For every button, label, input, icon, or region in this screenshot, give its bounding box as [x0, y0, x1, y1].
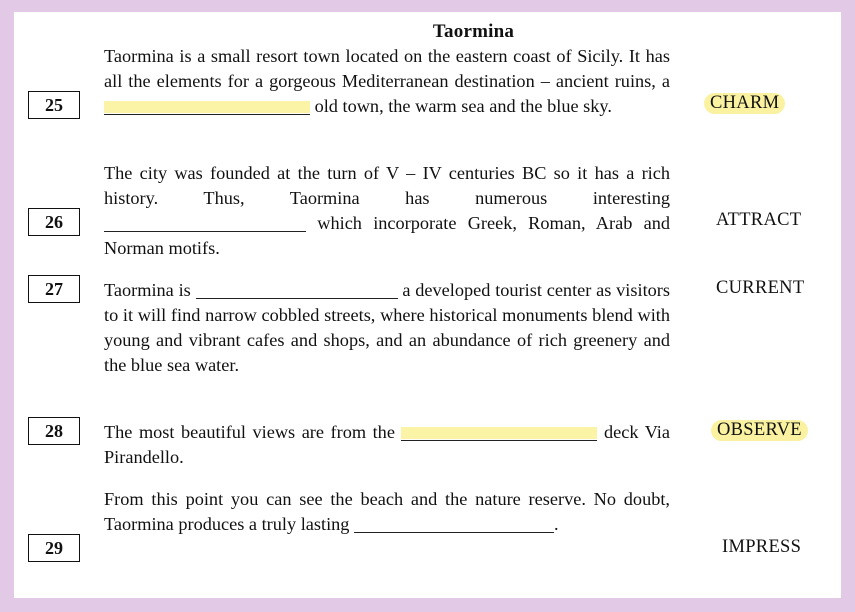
page-title: Taormina: [432, 21, 515, 42]
paragraph-26: [104, 161, 670, 261]
paragraph-29-text-start: From this point you can see the beach and the nature reserve. No doubt, Taormina produces a truly lasting: [104, 489, 670, 534]
keyword-27: CURRENT: [716, 278, 805, 298]
paragraph-27-text-end: a developed tourist center as visitors to it will find narrow cobbled streets, where historical monuments blend with young and vibrant cafes and shops, and an abundance of rich greenery and the blue sea water.: [104, 280, 670, 375]
paragraph-25-text-start: Taormina is a small resort town located on the eastern coast of Sicily. It has all the elements for a gorgeous Mediterranean destination – ancient ruins, a: [104, 46, 670, 91]
paragraph-28-text-end: deck Via Pirandello.: [104, 422, 670, 467]
item-number-27: 27: [28, 275, 80, 303]
exercise-sheet: [14, 12, 841, 598]
answer-blank-28[interactable]: [401, 424, 597, 441]
item-number-25: 25: [28, 91, 80, 119]
paragraph-25: [104, 44, 670, 119]
keyword-25: CHARM: [704, 93, 785, 114]
answer-blank-25[interactable]: [104, 98, 310, 115]
paragraph-28-text-start: The most beautiful views are from the: [104, 422, 395, 442]
paragraph-28: [104, 420, 670, 470]
paragraph-26-text-start: The city was founded at the turn of V – IV centuries BC so it has a rich history. Thus, Taormina has numerous interesting: [104, 163, 670, 208]
answer-blank-26[interactable]: [104, 215, 306, 232]
keyword-28: OBSERVE: [711, 420, 808, 441]
item-number-29: 29: [28, 534, 80, 562]
keyword-29: IMPRESS: [722, 537, 802, 557]
paragraph-25-text-end: old town, the warm sea and the blue sky.: [314, 96, 612, 116]
paragraph-27-text-start: Taormina is: [104, 280, 191, 300]
item-number-26: 26: [28, 208, 80, 236]
paragraph-26-text-end: which incorporate Greek, Roman, Arab and Norman motifs.: [104, 213, 670, 258]
keyword-26: ATTRACT: [716, 210, 802, 230]
paragraph-29-text-end: .: [554, 514, 559, 534]
paragraph-29: [104, 487, 670, 537]
answer-blank-27[interactable]: [196, 282, 398, 299]
answer-blank-29[interactable]: [354, 516, 554, 533]
item-number-28: 28: [28, 417, 80, 445]
paragraph-27: [104, 278, 670, 378]
